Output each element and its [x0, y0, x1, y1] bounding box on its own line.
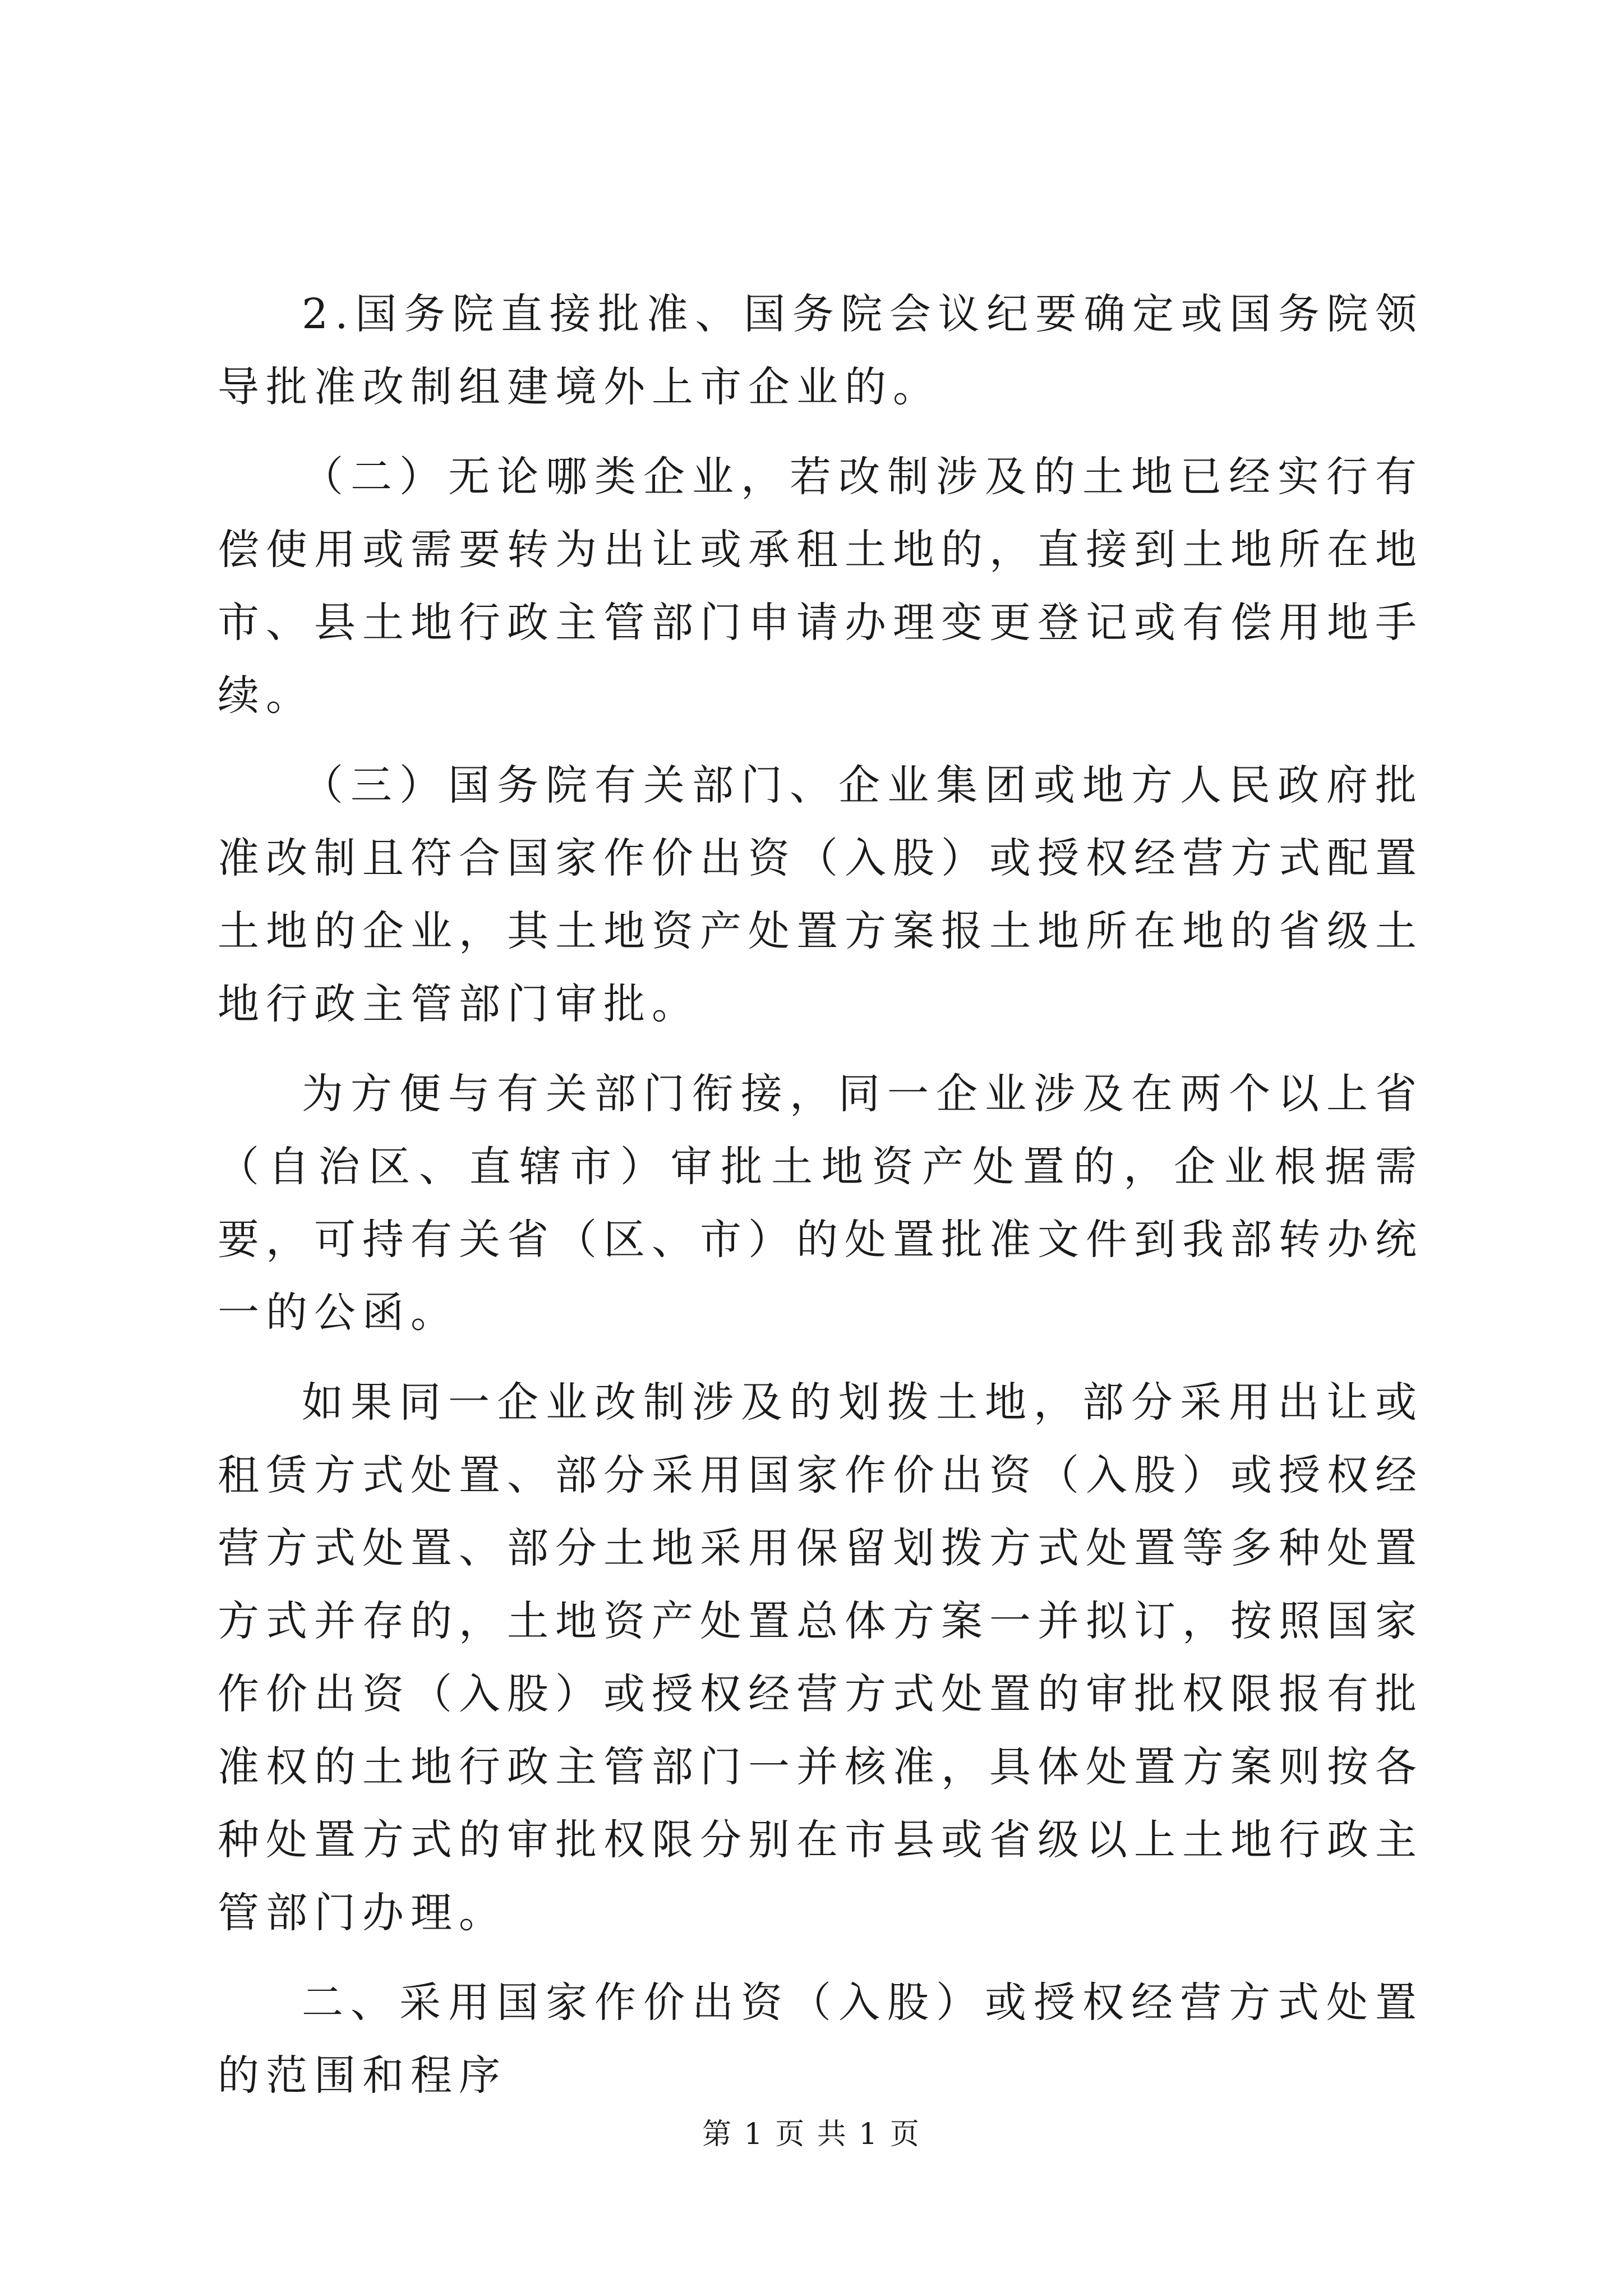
paragraph-section-3: （三）国务院有关部门、企业集团或地方人民政府批准改制且符合国家作价出资（入股）或授权经营方式配置土地的企业，其土地资产处置方案报土地所在地的省级土地行政主管部门审批。 — [218, 761, 1423, 1028]
paragraph-item-2: 2.国务院直接批准、国务院会议纪要确定或国务院领导批准改制组建境外上市企业的。 — [218, 290, 1423, 411]
section-heading-two: 二、采用国家作价出资（入股）或授权经营方式处置的范围和程序 — [218, 1978, 1423, 2100]
document-body — [218, 278, 1423, 2112]
paragraph-mixed-disposal: 如果同一企业改制涉及的划拨土地，部分采用出让或租赁方式处置、部分采用国家作价出资（入股）或授权经营方式处置、部分土地采用保留划拨方式处置等多种处置方式并存的，土地资产处置总体方案一并拟订，按照国家作价出资（入股）或授权经营方式处置的审批权限报有批准权的土地行政主管部门一并核准，具体处置方案则按各种处置方式的审批权限分别在市县或省级以上土地行政主管部门办理。 — [218, 1378, 1423, 1937]
paragraph-cross-province: 为方便与有关部门衔接，同一企业涉及在两个以上省（自治区、直辖市）审批土地资产处置的，企业根据需要，可持有关省（区、市）的处置批准文件到我部转办统一的公函。 — [218, 1070, 1423, 1337]
page-footer: 第 1 页 共 1 页 — [702, 2118, 921, 2151]
paragraph-section-2: （二）无论哪类企业，若改制涉及的土地已经实行有偿使用或需要转为出让或承租土地的，直接到土地所在地市、县土地行政主管部门申请办理变更登记或有偿用地手续。 — [218, 453, 1423, 720]
